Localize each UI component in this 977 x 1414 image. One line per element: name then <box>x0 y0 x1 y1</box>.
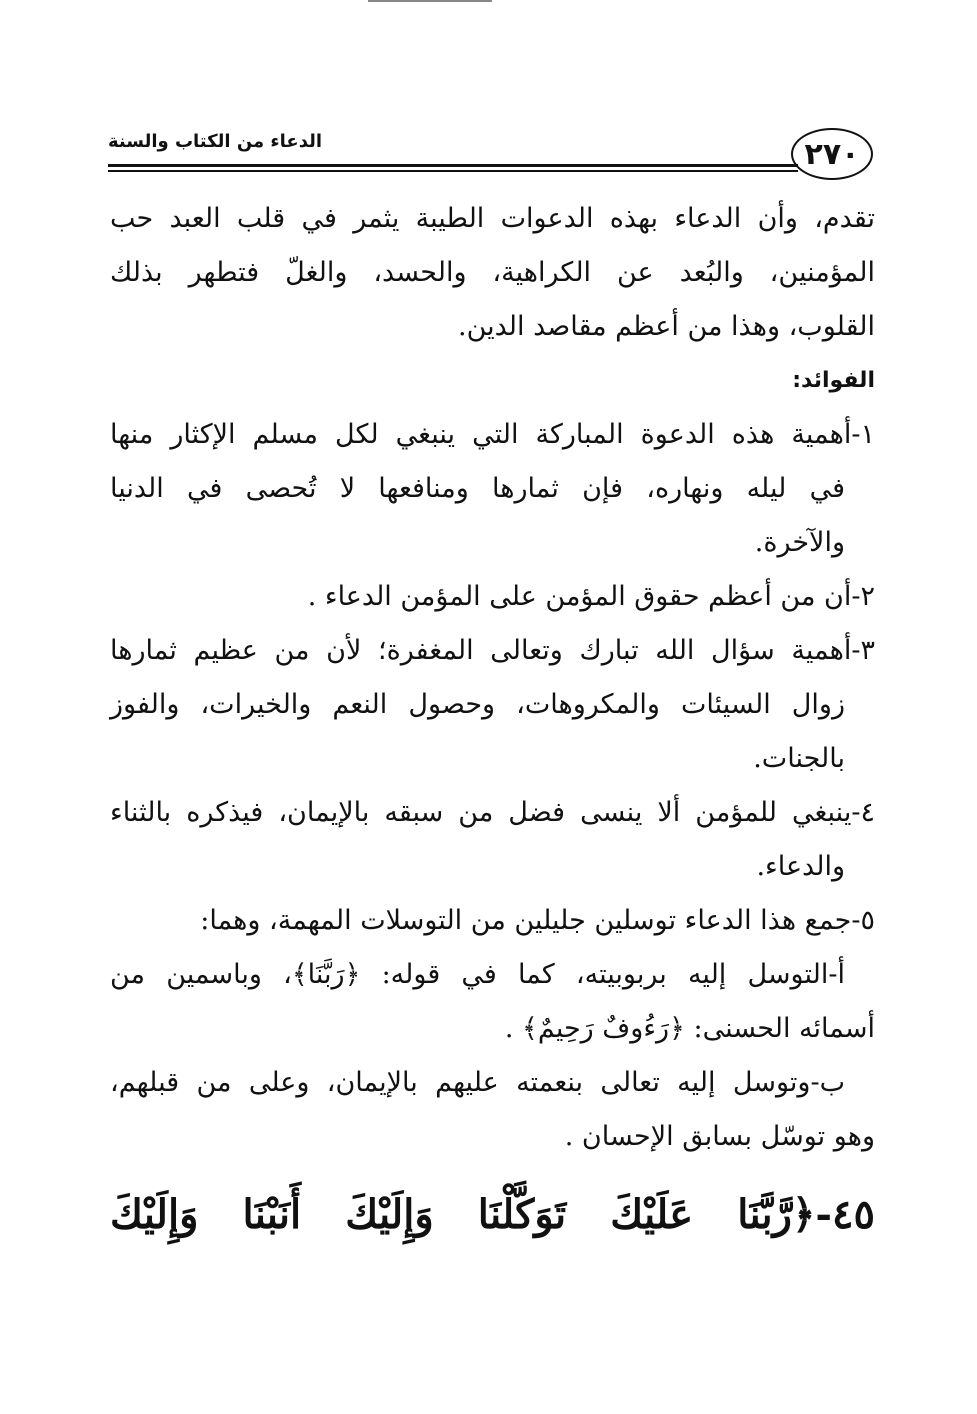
intro-line: القلوب، وهذا من أعظم مقاصد الدين. <box>457 311 875 342</box>
page-body <box>110 192 875 1260</box>
header-rule <box>108 164 798 167</box>
page-number: ٢٧٠ <box>791 128 873 180</box>
benefit-4: ٤-ينبغي للمؤمن ألا ينسى فضل من سبقه بالإيمان، فيذكره بالثناء <box>110 797 875 828</box>
header-rule-thin <box>108 170 798 172</box>
benefit-2: ٢-أن من أعظم حقوق المؤمن على المؤمن الدعاء . <box>307 581 875 612</box>
sub-point-a: أ-التوسل إليه بربوبيته، كما في قوله: ﴿رَبَّنَا﴾، وباسمين من <box>110 959 845 990</box>
benefit-3-cont: بالجنات. <box>753 743 845 774</box>
intro-line: المؤمنين، والبُعد عن الكراهية، والحسد، والغلّ فتطهر بذلك <box>110 257 875 288</box>
benefit-3: ٣-أهمية سؤال الله تبارك وتعالى المغفرة؛ لأن من عظيم ثمارها <box>110 635 875 666</box>
intro-line: تقدم، وأن الدعاء بهذه الدعوات الطيبة يثمر في قلب العبد حب <box>110 203 875 234</box>
next-verse: ٤٥-﴿رَّبَّنَا عَلَيْكَ تَوَكَّلْنَا وَإِلَيْكَ أَنَبْنَا وَإِلَيْكَ <box>110 1191 875 1238</box>
benefit-1-cont: والآخرة. <box>754 527 845 558</box>
benefit-1-cont: في ليله ونهاره، فإن ثمارها ومنافعها لا تُحصى في الدنيا <box>110 473 845 504</box>
benefit-3-cont: زوال السيئات والمكروهات، وحصول النعم والخيرات، والفوز <box>110 689 845 720</box>
benefit-1: ١-أهمية هذه الدعوة المباركة التي ينبغي لكل مسلم الإكثار منها <box>110 419 875 450</box>
benefits-heading: الفوائد: <box>792 368 875 393</box>
sub-point-a-cont: أسمائه الحسنى: ﴿رَءُوفٌ رَحِيمٌ﴾ . <box>504 1013 875 1044</box>
top-rule <box>368 0 492 2</box>
page-header <box>108 128 873 192</box>
running-title: الدعاء من الكتاب والسنة <box>108 131 323 152</box>
benefit-4-cont: والدعاء. <box>756 851 845 882</box>
sub-point-b-cont: وهو توسّل بسابق الإحسان . <box>564 1121 875 1152</box>
sub-point-b: ب-وتوسل إليه تعالى بنعمته عليهم بالإيمان، وعلى من قبلهم، <box>110 1067 845 1098</box>
benefit-5: ٥-جمع هذا الدعاء توسلين جليلين من التوسلات المهمة، وهما: <box>200 905 875 936</box>
